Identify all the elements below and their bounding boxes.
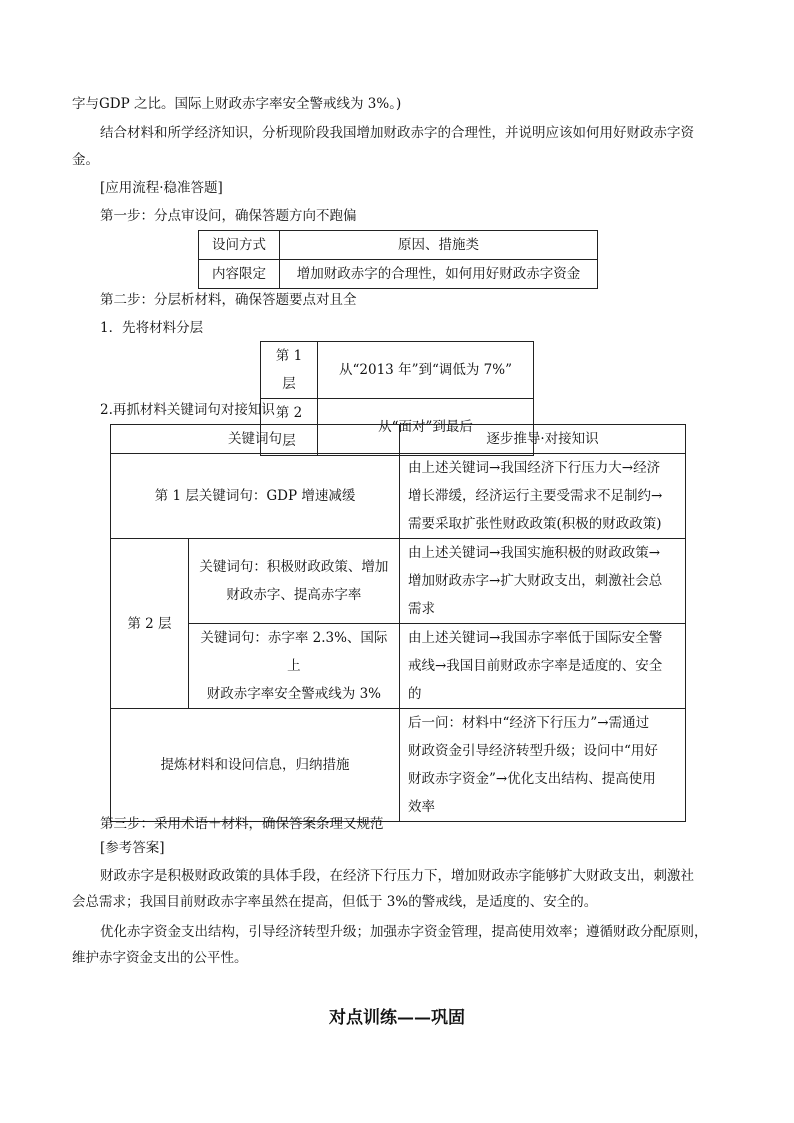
knowledge-line: 财政资金引导经济转型升级；设问中“用好 [408, 743, 658, 759]
table1-label: 设问方式 [199, 231, 280, 260]
keyword-knowledge-table [110, 424, 686, 822]
answer-p2-line1: 优化赤字资金支出结构，引导经济转型升级；加强赤字资金管理，提高使用效率；遵循财政分配原则， [100, 924, 708, 940]
knowledge-line: 戒线→我国目前财政赤字率是适度的、安全 [408, 658, 663, 674]
layer-label: 第 2 层 [261, 399, 318, 456]
section-title: 对点训练——巩固 [329, 1008, 465, 1028]
answer-p2-line2: 维护赤字资金支出的公平性。 [72, 950, 248, 966]
knowledge-line: 由上述关键词→我国赤字率低于国际安全警 [408, 630, 663, 646]
row2a-knowledge [400, 539, 686, 624]
process-heading: [应用流程·稳准答题] [100, 180, 223, 196]
answer-p1-line1: 财政赤字是积极财政政策的具体手段，在经济下行压力下，增加财政赤字能够扩大财政支出，刺激社 [100, 868, 694, 884]
answer-p1-line2: 会总需求；我国目前财政赤字率虽然在提高，但低于 3%的警戒线，是适度的、安全的。 [72, 894, 598, 910]
layer-label: 第 1 层 [261, 342, 318, 399]
header-knowledge: 逐步推导·对接知识 [400, 425, 686, 454]
step-3: 第三步：采用术语＋材料，确保答案条理又规范 [100, 816, 384, 832]
knowledge-line: 增长滞缓，经济运行主要受需求不足制约→ [408, 488, 663, 504]
row3-knowledge [400, 709, 686, 822]
knowledge-line: 需求 [408, 601, 435, 617]
knowledge-line: 效率 [408, 799, 435, 815]
knowledge-line: 由上述关键词→我国实施积极的财政政策→ [408, 545, 661, 561]
step-2-2: 2.再抓材料关键词句对接知识 [100, 402, 275, 418]
question-analysis-table [198, 230, 598, 289]
keyword-line: 财政赤字、提高赤字率 [226, 587, 362, 603]
keyword-line: 关键词句：积极财政政策、增加 [199, 559, 389, 575]
question-line-1: 结合材料和所学经济知识，分析现阶段我国增加财政赤字的合理性，并说明应该如何用好财政赤字资 [100, 125, 694, 141]
keyword-line: 关键词句：赤字率 2.3%、国际上 [200, 630, 388, 674]
header-keywords: 关键词句 [111, 425, 400, 454]
row1-keywords: 第 1 层关键词句：GDP 增速减缓 [111, 454, 400, 539]
row3-keywords: 提炼材料和设问信息，归纳措施 [111, 709, 400, 822]
answer-heading: [参考答案] [100, 840, 165, 856]
knowledge-line: 需要采取扩张性财政政策(积极的财政政策) [408, 516, 662, 532]
intro-line: 字与GDP 之比。国际上财政赤字率安全警戒线为 3%。) [72, 96, 402, 112]
step-1: 第一步：分点审设问，确保答题方向不跑偏 [100, 208, 357, 224]
table1-value: 原因、措施类 [280, 231, 598, 260]
layer-2-label: 第 2 层 [111, 539, 189, 709]
row2a-keywords [188, 539, 399, 624]
step-2-1: 1．先将材料分层 [100, 320, 204, 336]
step-2: 第二步：分层析材料，确保答题要点对且全 [100, 292, 357, 308]
question-line-2: 金。 [72, 152, 99, 168]
row2b-keywords [188, 624, 399, 709]
knowledge-line: 财政赤字资金”→优化支出结构、提高使用 [408, 771, 656, 787]
layer-range: 从“面对”到最后 [318, 399, 534, 456]
keyword-line: 财政赤字率安全警戒线为 3% [206, 686, 381, 702]
table1-label: 内容限定 [199, 260, 280, 289]
row1-knowledge [400, 454, 686, 539]
layer-range: 从“2013 年”到“调低为 7%” [318, 342, 534, 399]
row2b-knowledge [400, 624, 686, 709]
table1-value: 增加财政赤字的合理性，如何用好财政赤字资金 [280, 260, 598, 289]
knowledge-line: 后一问：材料中“经济下行压力”→需通过 [408, 715, 650, 731]
knowledge-line: 增加财政赤字→扩大财政支出，刺激社会总 [408, 573, 663, 589]
knowledge-line: 由上述关键词→我国经济下行压力大→经济 [408, 460, 661, 476]
knowledge-line: 的 [408, 686, 422, 702]
